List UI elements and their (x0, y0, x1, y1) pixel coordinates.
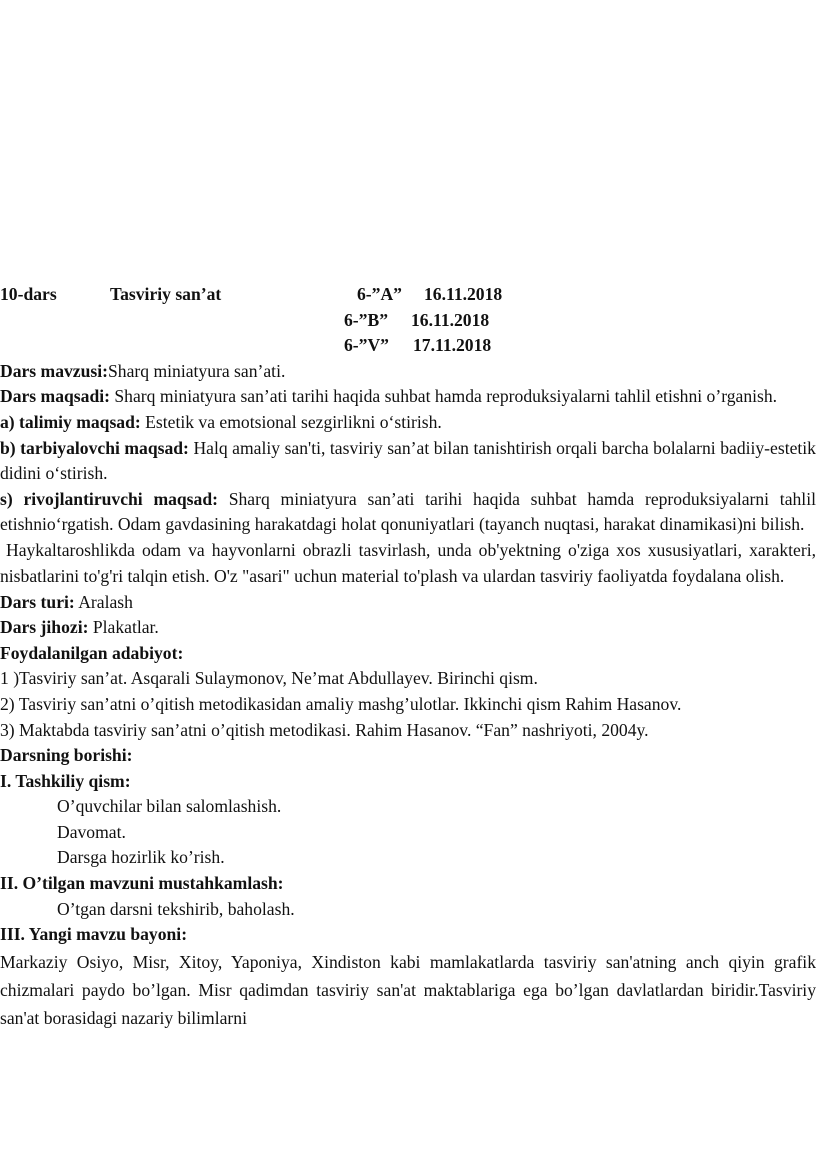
literature-item: 1 )Tasviriy san’at. Asqarali Sulaymonov, Ne’mat Abdullayev. Birinchi qism. (0, 668, 538, 689)
section-review-title: II. O’tilgan mavzuni mustahkamlash: (0, 873, 284, 894)
educational-goal (0, 410, 816, 436)
literature-item: 2) Tasviriy san’atni o’qitish metodikasidan amaliy mashg’ulotlar. Ikkinchi qism Rahim Hasanov. (0, 693, 682, 714)
lesson-purpose (0, 384, 816, 410)
lesson-plan-document (0, 282, 816, 1032)
lesson-progress-heading: Darsning borishi: (0, 745, 133, 766)
lesson-topic-label: Dars mavzusi: (0, 360, 108, 381)
educational-goal-label: a) talimiy maqsad: (0, 411, 141, 432)
developmental-goal-text: Sharq miniatyura san’ati tarihi haqida suhbat hamda reproduksiyalarni tahlil etishnio‘rgatish. Odam gavdasining harakatdagi holat qonuniyatlari (tayanch nuqtasi, harakat dinamikasi)ni bilish. (0, 488, 816, 535)
list-item: Davomat. (57, 821, 126, 842)
section-new-topic-title: III. Yangi mavzu bayoni: (0, 924, 188, 945)
educational-goal-text: Estetik va emotsional sezgirlikni o‘stirish. (145, 411, 442, 432)
sculpture-paragraph: Haykaltaroshlikda odam va hayvonlarni obrazli tasvirlash, unda ob'yektning o'ziga xos xususiyatlari, xarakteri, nisbatlarini to'g'ri talqin etish. O'z "asari" uchun material to'plash va ulardan tasviriy faoliyatda foydalana olish. (0, 539, 816, 586)
header-row-1 (0, 282, 816, 308)
lesson-equipment (0, 615, 816, 641)
upbringing-goal (0, 436, 816, 487)
class-date: 16.11.2018 (424, 284, 503, 304)
lesson-equipment-label: Dars jihozi: (0, 617, 89, 638)
list-item: O’quvchilar bilan salomlashish. (57, 796, 282, 817)
upbringing-goal-text: Halq amaliy san'ti, tasviriy san’at bilan tanishtirish orqali barcha bolalarni badiiy-estetik didini o‘stirish. (0, 437, 816, 484)
developmental-goal (0, 487, 816, 538)
class-label: 6-”B” (344, 309, 388, 330)
developmental-goal-label: s) rivojlantiruvchi maqsad: (0, 488, 218, 509)
lesson-purpose-text: Sharq miniatyura san’ati tarihi haqida suhbat hamda reproduksiyalarni tahlil etishni o’rganish. (114, 386, 778, 407)
lesson-type-text: Aralash (78, 591, 133, 612)
lesson-number: 10-dars (0, 284, 57, 304)
list-item: Darsga hozirlik ko’rish. (57, 847, 225, 868)
upbringing-goal-label: b) tarbiyalovchi maqsad: (0, 437, 189, 458)
lesson-topic-text: Sharq miniatyura san’ati. (108, 360, 286, 381)
list-item: O’tgan darsni tekshirib, baholash. (57, 898, 295, 919)
lesson-equipment-text: Plakatlar. (92, 617, 159, 638)
new-topic-text: Markaziy Osiyo, Misr, Xitoy, Yaponiya, Xindiston kabi mamlakatlarda tasviriy san'atning anch qiyin grafik chizmalari paydo bo’lgan. Misr qadimdan tasviriy san'at maktablariga ega bo’lgan davlatlardan biridir.Tasviriy san'at borasidagi nazariy bilimlarni (0, 951, 816, 1028)
lesson-purpose-label: Dars maqsadi: (0, 386, 110, 407)
class-date: 16.11.2018 (411, 309, 490, 330)
header-row-3 (0, 333, 816, 359)
literature-heading: Foydalanilgan adabiyot: (0, 642, 184, 663)
class-label: 6-”V” (344, 335, 389, 356)
header-row-2 (0, 308, 816, 334)
literature-item: 3) Maktabda tasviriy san’atni o’qitish metodikasi. Rahim Hasanov. “Fan” nashriyoti, 2004y. (0, 719, 649, 740)
class-date: 17.11.2018 (413, 335, 492, 356)
subject-title: Tasviriy san’at (110, 284, 222, 304)
lesson-type (0, 590, 816, 616)
class-label: 6-”A” (357, 284, 402, 304)
lesson-topic (0, 359, 816, 385)
lesson-type-label: Dars turi: (0, 591, 75, 612)
section-organizational-title: I. Tashkiliy qism: (0, 770, 131, 791)
